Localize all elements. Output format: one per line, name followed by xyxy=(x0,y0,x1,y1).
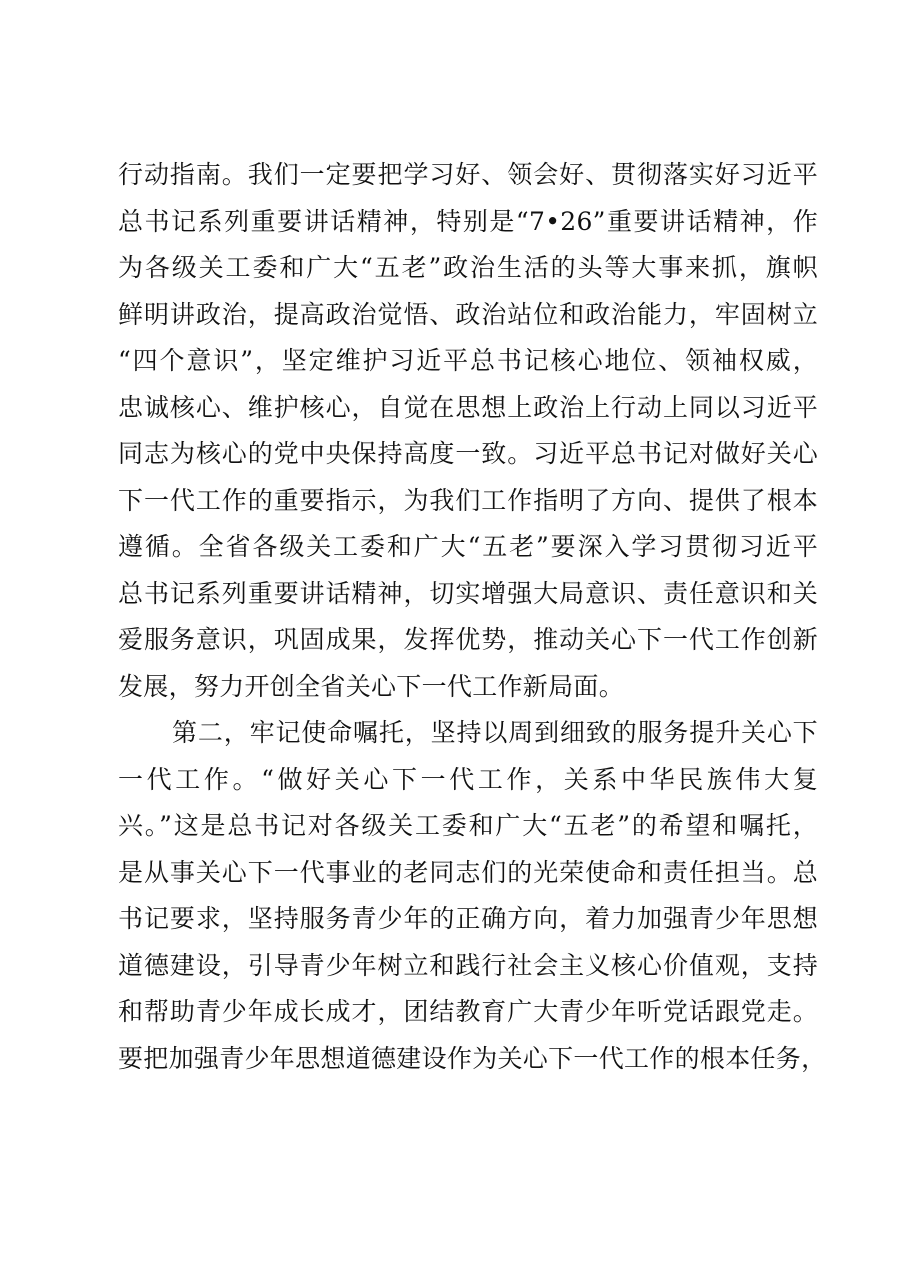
text-line: 书记要求，坚持服务青少年的正确方向，着力加强青少年思想 xyxy=(118,904,818,933)
text-line: 是从事关心下一代事业的老同志们的光荣使命和责任担当。总 xyxy=(118,857,818,887)
body-text xyxy=(118,152,827,1082)
text-line: 一代工作。“做好关心下一代工作，关系中华民族伟大复 xyxy=(118,764,818,794)
text-line: 和帮助青少年成长成才，团结教育广大青少年听党话跟党走。 xyxy=(118,997,818,1026)
text-line: 总书记系列重要讲话精神，切实增强大局意识、责任意识和关 xyxy=(118,578,818,608)
text-line: 兴。”这是总书记对各级关工委和广大“五老”的希望和嘱托， xyxy=(118,811,818,840)
text-line: 行动指南。我们一定要把学习好、领会好、贯彻落实好习近平 xyxy=(118,160,818,189)
text-line: 同志为核心的党中央保持高度一致。习近平总书记对做好关心 xyxy=(118,439,818,468)
text-line: 遵循。全省各级关工委和广大“五老”要深入学习贯彻习近平 xyxy=(118,532,818,561)
text-line: 道德建设，引导青少年树立和践行社会主义核心价值观，支持 xyxy=(118,950,818,980)
text-line: 爱服务意识，巩固成果，发挥优势，推动关心下一代工作创新 xyxy=(118,625,818,654)
text-line: 鲜明讲政治，提高政治觉悟、政治站位和政治能力，牢固树立 xyxy=(118,299,818,329)
paragraph-end-line: 发展，努力开创全省关心下一代工作新局面。 xyxy=(118,671,625,701)
text-line: 忠诚核心、维护核心，自觉在思想上政治上行动上同以习近平 xyxy=(118,392,818,422)
text-line: 总书记系列重要讲话精神，特别是“7•26”重要讲话精神，作 xyxy=(118,206,818,236)
text-line: “四个意识”，坚定维护习近平总书记核心地位、领袖权威， xyxy=(118,346,818,375)
text-line: 下一代工作的重要指示，为我们工作指明了方向、提供了根本 xyxy=(118,485,818,515)
text-line: 要把加强青少年思想道德建设作为关心下一代工作的根本任务， xyxy=(118,1043,827,1073)
paragraph-start-line: 第二，牢记使命嘱托，坚持以周到细致的服务提升关心下 xyxy=(172,718,818,747)
text-line: 为各级关工委和广大“五老”政治生活的头等大事来抓，旗帜 xyxy=(118,253,818,282)
